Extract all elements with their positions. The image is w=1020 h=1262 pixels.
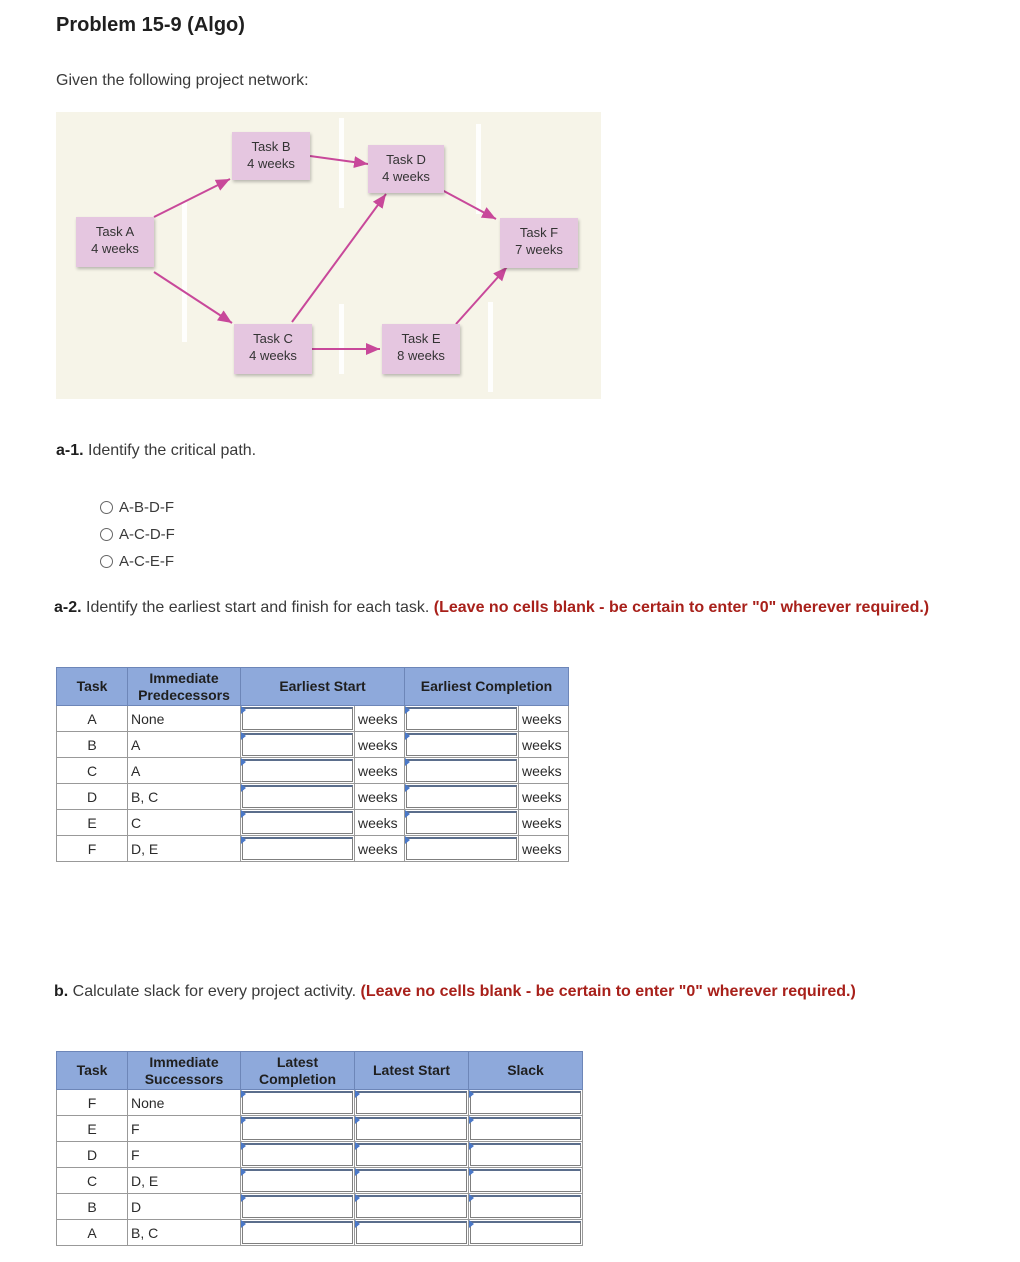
page-title: Problem 15-9 (Algo) (56, 14, 245, 36)
task-cell: C (57, 1168, 128, 1194)
latest-start-input[interactable] (355, 1194, 469, 1220)
unit-label: weeks (355, 706, 405, 732)
task-cell: B (57, 1194, 128, 1220)
unit-label: weeks (519, 706, 569, 732)
header-task: Task (57, 1052, 128, 1090)
earliest-start-input[interactable] (241, 784, 355, 810)
task-c-node: Task C 4 weeks (234, 324, 312, 374)
earliest-start-input[interactable] (241, 810, 355, 836)
task-cell: F (57, 836, 128, 862)
latest-start-input[interactable] (355, 1142, 469, 1168)
slack-input[interactable] (469, 1194, 583, 1220)
earliest-completion-input[interactable] (405, 758, 519, 784)
task-b-node: Task B 4 weeks (232, 132, 310, 180)
unit-label: weeks (519, 810, 569, 836)
header-latest-completion: Latest Completion (241, 1052, 355, 1090)
question-a1: a-1. Identify the critical path. (56, 442, 257, 459)
earliest-completion-input[interactable] (405, 784, 519, 810)
task-cell: C (57, 758, 128, 784)
earliest-start-input[interactable] (241, 706, 355, 732)
task-d-node: Task D 4 weeks (368, 145, 444, 193)
earliest-times-table (56, 667, 569, 862)
table-row (57, 1168, 583, 1194)
predecessor-cell: A (128, 732, 241, 758)
table-row (57, 758, 569, 784)
earliest-start-input[interactable] (241, 836, 355, 862)
task-cell: D (57, 784, 128, 810)
latest-completion-input[interactable] (241, 1220, 355, 1246)
table-row (57, 810, 569, 836)
predecessor-cell: A (128, 758, 241, 784)
table-row (57, 1142, 583, 1168)
question-b: b. Calculate slack for every project activity. (Leave no cells blank - be certain to enter "0" wherever required.) (54, 983, 856, 1000)
header-slack: Slack (469, 1052, 583, 1090)
unit-label: weeks (519, 784, 569, 810)
successor-cell: F (128, 1116, 241, 1142)
table-row (57, 1090, 583, 1116)
header-earliest-completion: Earliest Completion (405, 668, 569, 706)
table-row (57, 1220, 583, 1246)
unit-label: weeks (519, 836, 569, 862)
latest-completion-input[interactable] (241, 1142, 355, 1168)
radio-icon[interactable] (100, 501, 113, 514)
radio-icon[interactable] (100, 555, 113, 568)
option-a-c-e-f[interactable]: A-C-E-F (100, 552, 174, 572)
task-cell: A (57, 706, 128, 732)
task-cell: A (57, 1220, 128, 1246)
task-cell: D (57, 1142, 128, 1168)
table-row (57, 732, 569, 758)
successor-cell: B, C (128, 1220, 241, 1246)
successor-cell: D (128, 1194, 241, 1220)
successor-cell: D, E (128, 1168, 241, 1194)
unit-label: weeks (355, 810, 405, 836)
successor-cell: F (128, 1142, 241, 1168)
table-row (57, 706, 569, 732)
predecessor-cell: B, C (128, 784, 241, 810)
earliest-start-input[interactable] (241, 732, 355, 758)
task-cell: E (57, 1116, 128, 1142)
option-a-b-d-f[interactable]: A-B-D-F (100, 498, 174, 518)
predecessor-cell: D, E (128, 836, 241, 862)
task-e-node: Task E 8 weeks (382, 324, 460, 374)
slack-input[interactable] (469, 1142, 583, 1168)
earliest-completion-input[interactable] (405, 810, 519, 836)
latest-start-input[interactable] (355, 1090, 469, 1116)
latest-start-input[interactable] (355, 1168, 469, 1194)
question-a2: a-2. Identify the earliest start and finish for each task. (Leave no cells blank - be certain to enter "0" wherever required.) (54, 599, 930, 616)
project-network-diagram (56, 112, 601, 399)
predecessor-cell: None (128, 706, 241, 732)
radio-icon[interactable] (100, 528, 113, 541)
table-row (57, 1194, 583, 1220)
task-f-node: Task F 7 weeks (500, 218, 578, 268)
slack-input[interactable] (469, 1220, 583, 1246)
earliest-completion-input[interactable] (405, 836, 519, 862)
latest-completion-input[interactable] (241, 1116, 355, 1142)
option-a-c-d-f[interactable]: A-C-D-F (100, 525, 175, 545)
task-cell: B (57, 732, 128, 758)
earliest-completion-input[interactable] (405, 706, 519, 732)
latest-completion-input[interactable] (241, 1168, 355, 1194)
header-task: Task (57, 668, 128, 706)
unit-label: weeks (355, 758, 405, 784)
unit-label: weeks (355, 732, 405, 758)
unit-label: weeks (519, 732, 569, 758)
header-latest-start: Latest Start (355, 1052, 469, 1090)
earliest-start-input[interactable] (241, 758, 355, 784)
table-row (57, 784, 569, 810)
header-immediate-predecessors: Immediate Predecessors (128, 668, 241, 706)
table-row (57, 836, 569, 862)
unit-label: weeks (355, 784, 405, 810)
slack-table (56, 1051, 583, 1246)
latest-completion-input[interactable] (241, 1194, 355, 1220)
unit-label: weeks (519, 758, 569, 784)
successor-cell: None (128, 1090, 241, 1116)
latest-start-input[interactable] (355, 1220, 469, 1246)
table-row (57, 1116, 583, 1142)
slack-input[interactable] (469, 1090, 583, 1116)
predecessor-cell: C (128, 810, 241, 836)
slack-input[interactable] (469, 1168, 583, 1194)
latest-completion-input[interactable] (241, 1090, 355, 1116)
header-immediate-successors: Immediate Successors (128, 1052, 241, 1090)
task-cell: E (57, 810, 128, 836)
task-a-node: Task A 4 weeks (76, 217, 154, 267)
slack-input[interactable] (469, 1116, 583, 1142)
header-earliest-start: Earliest Start (241, 668, 405, 706)
earliest-completion-input[interactable] (405, 732, 519, 758)
task-cell: F (57, 1090, 128, 1116)
intro-text: Given the following project network: (56, 72, 309, 89)
unit-label: weeks (355, 836, 405, 862)
latest-start-input[interactable] (355, 1116, 469, 1142)
